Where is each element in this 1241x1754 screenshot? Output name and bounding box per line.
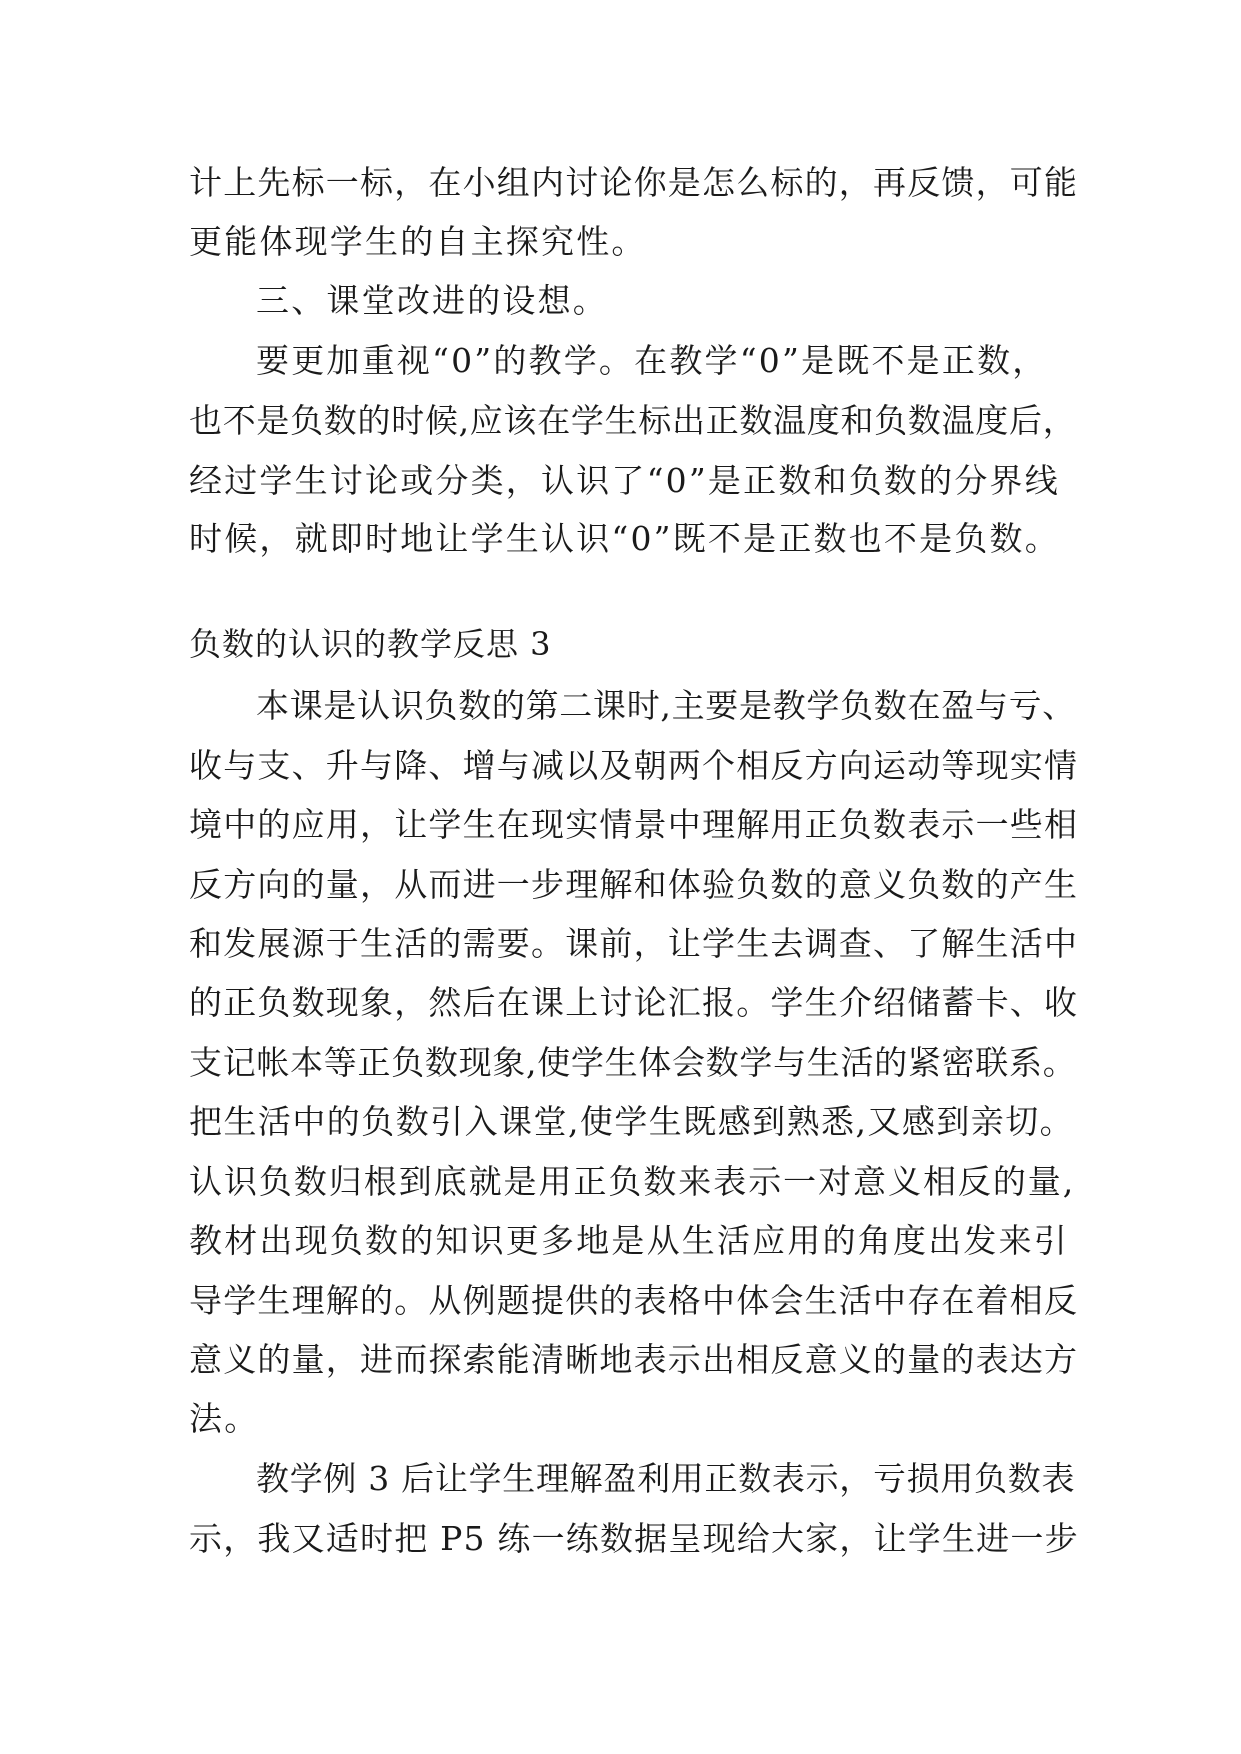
text-line: 要更加重视“0”的教学。在教学“0”是既不是正数， bbox=[256, 341, 1048, 380]
text-line: 收与支、升与降、增与减以及朝两个相反方向运动等现实情 bbox=[189, 746, 1079, 785]
article-title: 负数的认识的教学反思 3 bbox=[189, 625, 552, 663]
text-line: 时候，就即时地让学生认识“0”既不是正数也不是负数。 bbox=[189, 519, 1060, 558]
text-line: 本课是认识负数的第二课时,主要是教学负数在盈与亏、 bbox=[256, 686, 1076, 725]
text-line: 示，我又适时把 P5 练一练数据呈现给大家，让学生进一步 bbox=[189, 1519, 1079, 1558]
text-line: 反方向的量，从而进一步理解和体验负数的意义负数的产生 bbox=[189, 865, 1079, 904]
text-line: 支记帐本等正负数现象,使学生体会数学与生活的紧密联系。 bbox=[189, 1043, 1077, 1082]
text-line: 境中的应用，让学生在现实情景中理解用正负数表示一些相 bbox=[189, 805, 1079, 844]
text-line: 经过学生讨论或分类，认识了“0”是正数和负数的分界线 bbox=[189, 461, 1060, 500]
text-line: 把生活中的负数引入课堂,使学生既感到熟悉,又感到亲切。 bbox=[189, 1102, 1075, 1141]
text-line: 教学例 3 后让学生理解盈利用正数表示，亏损用负数表 bbox=[256, 1459, 1076, 1498]
text-line: 计上先标一标，在小组内讨论你是怎么标的，再反馈，可能 bbox=[189, 163, 1079, 202]
text-line: 导学生理解的。从例题提供的表格中体会生活中存在着相反 bbox=[189, 1281, 1079, 1320]
text-line: 法。 bbox=[189, 1399, 260, 1438]
section-heading: 三、课堂改进的设想。 bbox=[256, 281, 608, 320]
text-line: 的正负数现象，然后在课上讨论汇报。学生介绍储蓄卡、收 bbox=[189, 983, 1079, 1022]
text-line: 和发展源于生活的需要。课前，让学生去调查、了解生活中 bbox=[189, 924, 1079, 963]
text-line: 教材出现负数的知识更多地是从生活应用的角度出发来引 bbox=[189, 1221, 1069, 1260]
text-line: 更能体现学生的自主探究性。 bbox=[189, 222, 647, 261]
text-line: 意义的量，进而探索能清晰地表示出相反意义的量的表达方 bbox=[189, 1340, 1079, 1379]
text-line: 也不是负数的时候,应该在学生标出正数温度和负数温度后， bbox=[189, 401, 1077, 440]
text-line: 认识负数归根到底就是用正负数来表示一对意义相反的量, bbox=[189, 1162, 1076, 1201]
